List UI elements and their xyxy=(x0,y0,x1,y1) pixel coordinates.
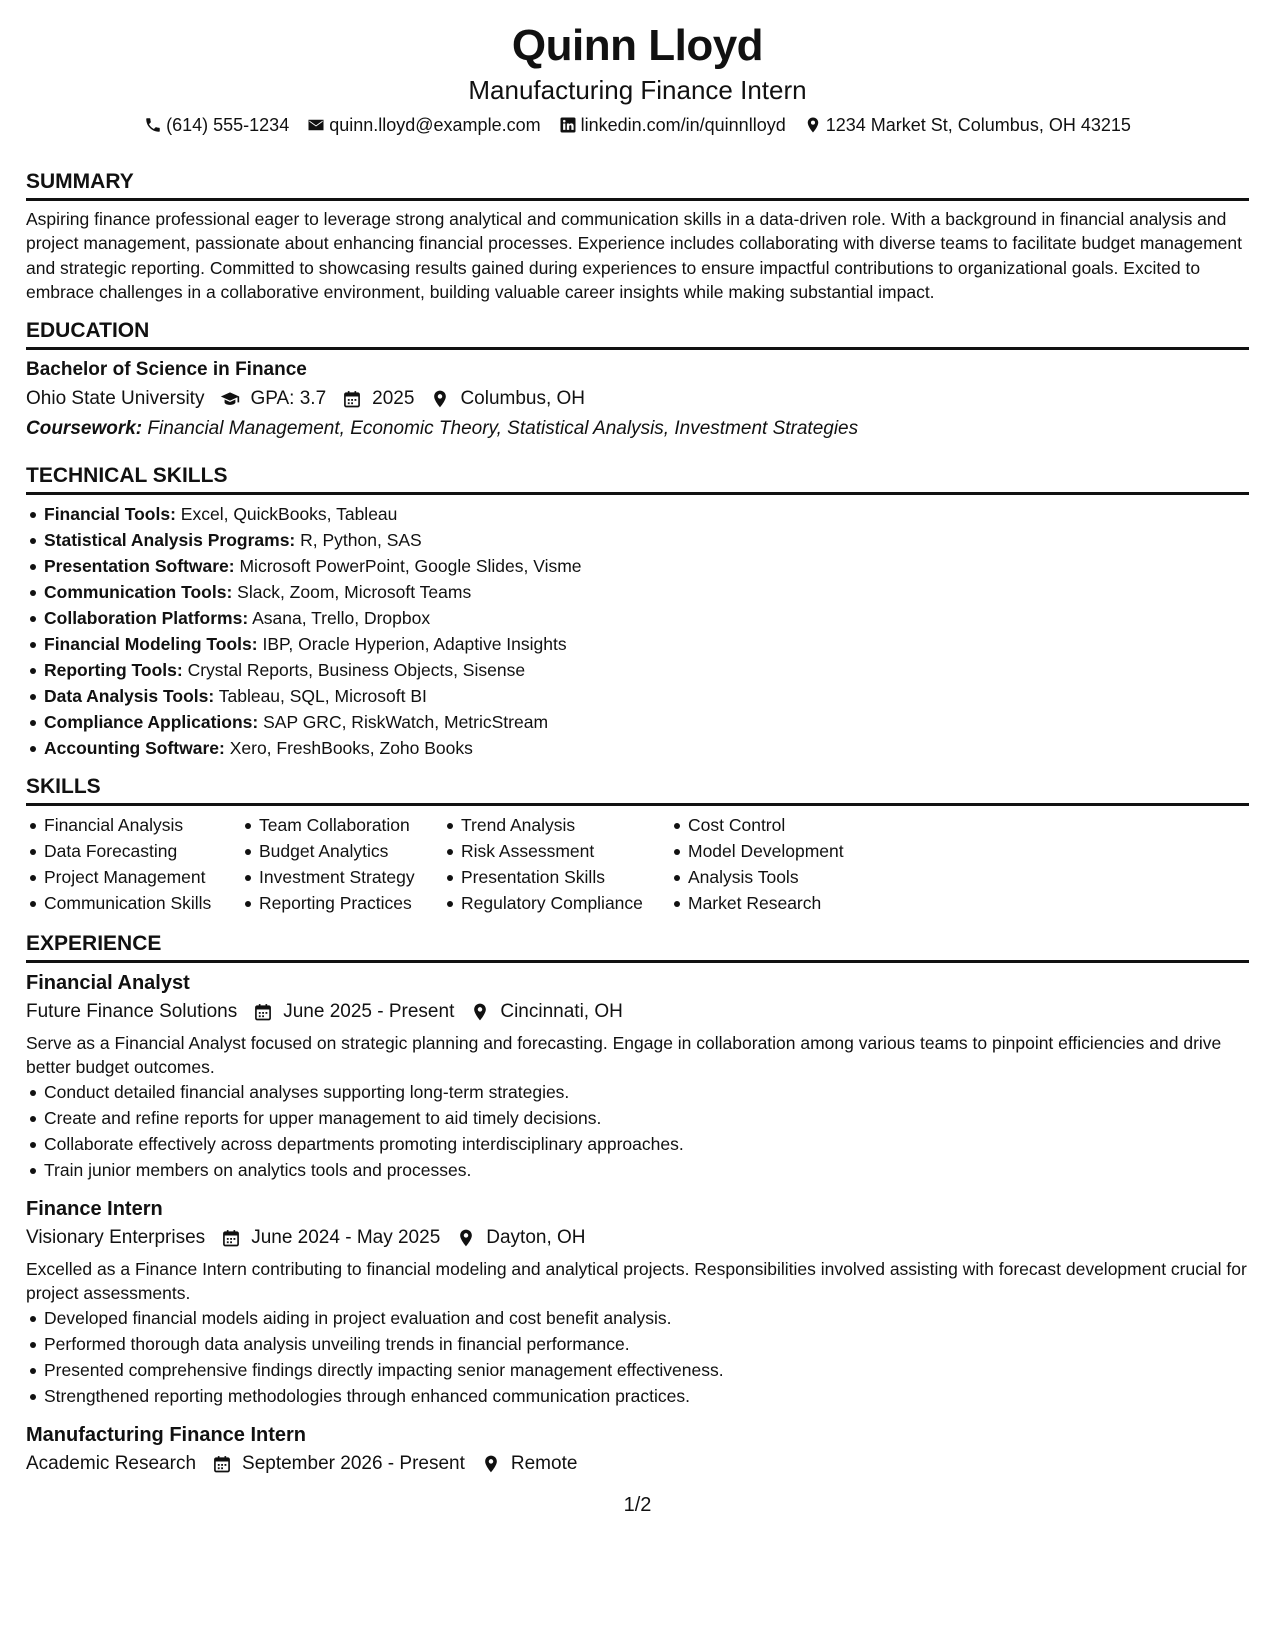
skills-column xyxy=(443,812,670,916)
skill-label: Collaboration Platforms: xyxy=(44,607,249,628)
section-title: EDUCATION xyxy=(26,317,1249,350)
technical-skills-list xyxy=(26,501,1249,761)
list-item xyxy=(26,683,1249,709)
list-item xyxy=(26,657,1249,683)
map-pin-icon xyxy=(481,1454,501,1474)
skills-column xyxy=(670,812,920,916)
job-location: Dayton, OH xyxy=(486,1226,586,1248)
email-text[interactable]: quinn.lloyd@example.com xyxy=(329,115,541,135)
company-name: Academic Research xyxy=(26,1452,197,1474)
linkedin-text[interactable]: linkedin.com/in/quinnlloyd xyxy=(580,115,786,135)
calendar-icon xyxy=(221,1228,241,1248)
job-description: Serve as a Financial Analyst focused on strategic planning and forecasting. Engage in collaboration among various teams to pinpoint efficiencies and drive better budget outcomes. xyxy=(26,1032,1222,1077)
coursework-label: Coursework: xyxy=(26,417,143,439)
list-item: Reporting Practices xyxy=(241,890,443,916)
list-item: Budget Analytics xyxy=(241,838,443,864)
skill-label: Data Analysis Tools: xyxy=(44,685,215,706)
calendar-icon xyxy=(342,389,362,409)
company-name: Visionary Enterprises xyxy=(26,1226,206,1248)
summary-text: Aspiring finance professional eager to leverage strong analytical and communication skills in a data-driven role. With a background in financial analysis and project management, passionate about enhancing financial processes. Experience includes collaborating with diverse teams to facilitate budget management and strategic reporting. Committed to showcasing results gained during experiences to ensure impactful contributions to organizational goals. Excited to embrace challenges in a collaborative environment, building valuable career insights while making substantial impact. xyxy=(26,209,1243,303)
school-name: Ohio State University xyxy=(26,387,205,409)
list-item: Model Development xyxy=(670,838,920,864)
list-item: Collaborate effectively across departments promoting interdisciplinary approaches. xyxy=(26,1131,1249,1157)
list-item: Market Research xyxy=(670,890,920,916)
job-meta xyxy=(26,997,1249,1027)
coursework-list: Financial Management, Economic Theory, Statistical Analysis, Investment Strategies xyxy=(147,417,859,439)
candidate-name: Quinn Lloyd xyxy=(511,21,764,70)
list-item xyxy=(26,553,1249,579)
experience-section xyxy=(26,930,1249,1479)
skills-grid xyxy=(26,812,1249,916)
page-number: 1/2 xyxy=(623,1494,652,1516)
list-item xyxy=(26,501,1249,527)
skills-section xyxy=(26,773,1249,916)
section-title: SKILLS xyxy=(26,773,1249,806)
address-text: 1234 Market St, Columbus, OH 43215 xyxy=(825,115,1131,135)
map-pin-icon xyxy=(470,1002,490,1022)
list-item: Communication Skills xyxy=(26,890,241,916)
summary-section xyxy=(26,168,1249,305)
list-item xyxy=(26,605,1249,631)
skill-value: SAP GRC, RiskWatch, MetricStream xyxy=(263,711,549,732)
list-item: Cost Control xyxy=(670,812,920,838)
skill-label: Statistical Analysis Programs: xyxy=(44,529,296,550)
skill-value: Microsoft PowerPoint, Google Slides, Visme xyxy=(239,555,582,576)
list-item: Presented comprehensive findings directly impacting senior management effectiveness. xyxy=(26,1357,1249,1383)
skill-label: Financial Modeling Tools: xyxy=(44,633,258,654)
list-item xyxy=(26,735,1249,761)
graduation-year: 2025 xyxy=(372,387,415,409)
job-title: Manufacturing Finance Intern xyxy=(26,1423,307,1446)
phone-text: (614) 555-1234 xyxy=(166,115,290,135)
contact-linkedin[interactable] xyxy=(559,112,786,138)
skill-label: Communication Tools: xyxy=(44,581,233,602)
linkedin-icon xyxy=(559,116,577,134)
map-pin-icon xyxy=(430,389,450,409)
list-item: Regulatory Compliance xyxy=(443,890,670,916)
section-title: TECHNICAL SKILLS xyxy=(26,462,1249,495)
education-meta xyxy=(26,384,1249,414)
list-item xyxy=(26,631,1249,657)
list-item: Conduct detailed financial analyses supporting long-term strategies. xyxy=(26,1079,1249,1105)
graduation-cap-icon xyxy=(220,389,240,409)
list-item: Performed thorough data analysis unveiling trends in financial performance. xyxy=(26,1331,1249,1357)
list-item xyxy=(26,579,1249,605)
list-item: Create and refine reports for upper management to aid timely decisions. xyxy=(26,1105,1249,1131)
job-description: Excelled as a Finance Intern contributing to financial modeling and analytical projects. Responsibilities involved assisting with forecast development crucial for project assessments. xyxy=(26,1258,1247,1303)
list-item: Analysis Tools xyxy=(670,864,920,890)
list-item: Project Management xyxy=(26,864,241,890)
list-item: Investment Strategy xyxy=(241,864,443,890)
job-location: Cincinnati, OH xyxy=(500,1000,623,1022)
map-pin-icon xyxy=(804,116,822,134)
skill-label: Accounting Software: xyxy=(44,737,225,758)
skill-value: Asana, Trello, Dropbox xyxy=(252,607,431,628)
job-title: Financial Analyst xyxy=(26,971,190,994)
contact-phone xyxy=(144,112,289,138)
list-item: Presentation Skills xyxy=(443,864,670,890)
school-location: Columbus, OH xyxy=(460,387,586,409)
skill-value: IBP, Oracle Hyperion, Adaptive Insights xyxy=(262,633,567,654)
skill-value: Crystal Reports, Business Objects, Sisense xyxy=(187,659,526,680)
contact-line xyxy=(26,112,1249,138)
envelope-icon xyxy=(307,116,325,134)
phone-icon xyxy=(144,116,162,134)
section-title: SUMMARY xyxy=(26,168,1249,201)
list-item: Risk Assessment xyxy=(443,838,670,864)
job-dates: June 2025 - Present xyxy=(283,1000,455,1022)
candidate-role: Manufacturing Finance Intern xyxy=(468,75,807,105)
calendar-icon xyxy=(212,1454,232,1474)
section-title: EXPERIENCE xyxy=(26,930,1249,963)
map-pin-icon xyxy=(456,1228,476,1248)
skill-label: Presentation Software: xyxy=(44,555,235,576)
job-entry xyxy=(26,1195,1249,1409)
job-dates: September 2026 - Present xyxy=(242,1452,465,1474)
skill-value: Tableau, SQL, Microsoft BI xyxy=(218,685,427,706)
skill-label: Financial Tools: xyxy=(44,503,176,524)
list-item xyxy=(26,527,1249,553)
list-item: Data Forecasting xyxy=(26,838,241,864)
job-entry xyxy=(26,1421,1249,1479)
company-name: Future Finance Solutions xyxy=(26,1000,238,1022)
list-item: Developed financial models aiding in project evaluation and cost benefit analysis. xyxy=(26,1305,1249,1331)
skill-label: Compliance Applications: xyxy=(44,711,259,732)
skills-column xyxy=(241,812,443,916)
job-dates: June 2024 - May 2025 xyxy=(251,1226,441,1248)
list-item: Team Collaboration xyxy=(241,812,443,838)
skills-column xyxy=(26,812,241,916)
skill-value: Xero, FreshBooks, Zoho Books xyxy=(229,737,473,758)
skill-value: Slack, Zoom, Microsoft Teams xyxy=(237,581,472,602)
job-entry xyxy=(26,969,1249,1183)
coursework-line xyxy=(26,414,1249,444)
job-bullets xyxy=(26,1305,1249,1409)
job-title: Finance Intern xyxy=(26,1197,163,1220)
gpa: GPA: 3.7 xyxy=(250,387,327,409)
job-meta xyxy=(26,1223,1249,1253)
list-item: Strengthened reporting methodologies through enhanced communication practices. xyxy=(26,1383,1249,1409)
job-bullets xyxy=(26,1079,1249,1183)
list-item: Financial Analysis xyxy=(26,812,241,838)
contact-address xyxy=(804,112,1131,138)
degree: Bachelor of Science in Finance xyxy=(26,358,307,380)
resume-page xyxy=(26,18,1249,1491)
education-section xyxy=(26,317,1249,444)
list-item: Trend Analysis xyxy=(443,812,670,838)
job-meta xyxy=(26,1449,1249,1479)
resume-header xyxy=(26,18,1249,138)
calendar-icon xyxy=(253,1002,273,1022)
list-item: Train junior members on analytics tools and processes. xyxy=(26,1157,1249,1183)
skill-value: R, Python, SAS xyxy=(300,529,422,550)
contact-email[interactable] xyxy=(307,112,540,138)
skill-label: Reporting Tools: xyxy=(44,659,183,680)
technical-skills-section xyxy=(26,462,1249,761)
skill-value: Excel, QuickBooks, Tableau xyxy=(180,503,398,524)
list-item xyxy=(26,709,1249,735)
job-location: Remote xyxy=(510,1452,578,1474)
